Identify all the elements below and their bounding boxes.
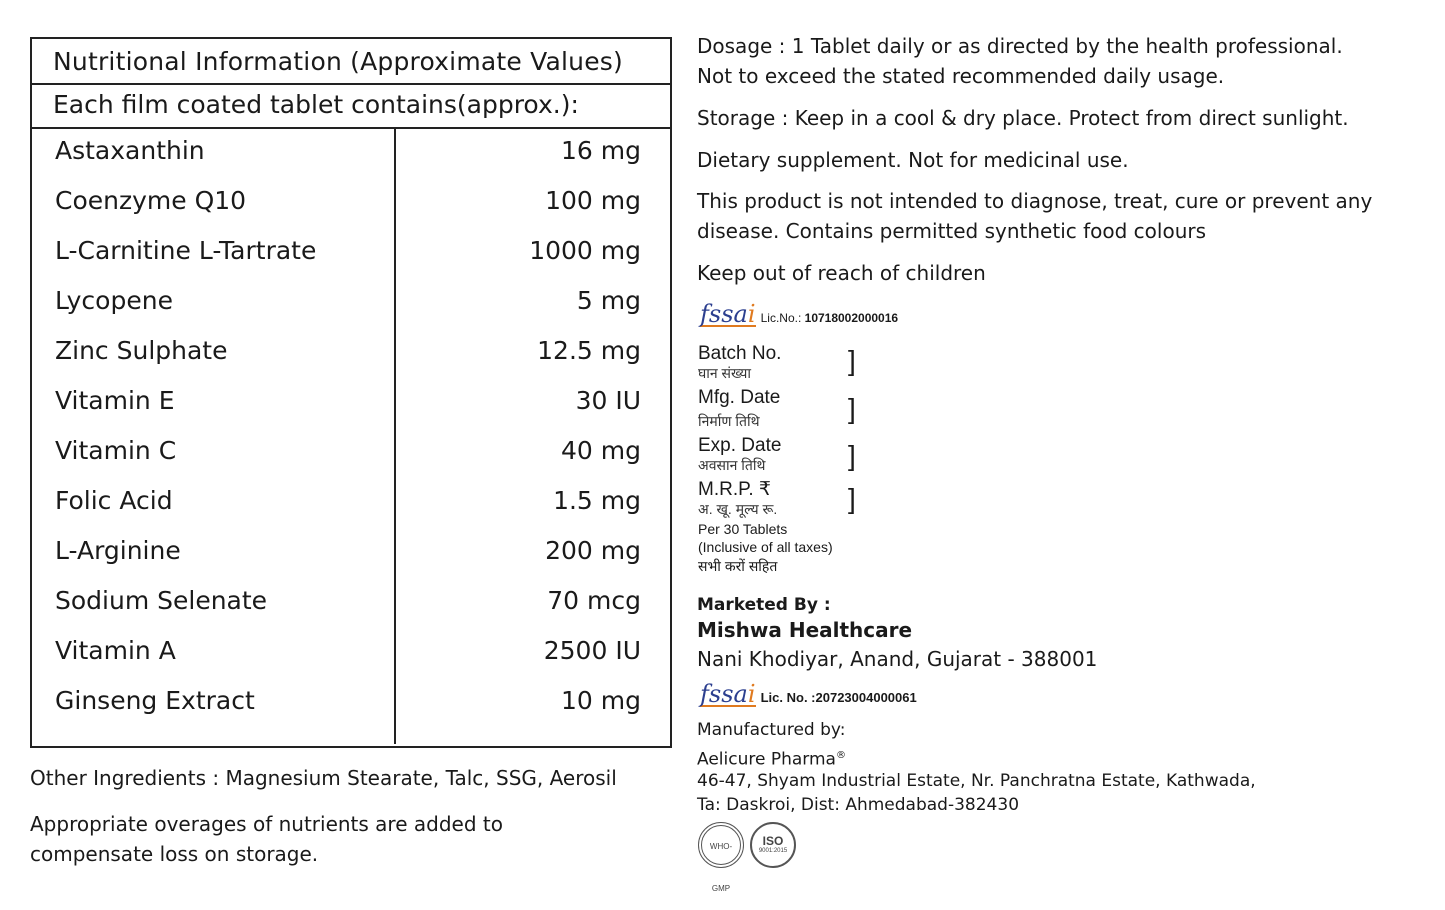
nutrient-name: Folic Acid: [55, 486, 173, 515]
nutrient-name: L-Arginine: [55, 536, 181, 565]
marketer-address: Nani Khodiyar, Anand, Gujarat - 388001: [697, 647, 1098, 671]
nutrient-name: Coenzyme Q10: [55, 186, 247, 215]
nutrient-row: [32, 581, 670, 631]
mrp-label: M.R.P. ₹ अ. खू. मूल्य रू.: [698, 479, 778, 517]
nutrient-value: 12.5 mg: [537, 336, 641, 365]
nutrition-subtitle: Each film coated tablet contains(approx.):: [32, 85, 670, 129]
nutrient-row: [32, 181, 670, 231]
nutrient-row: [32, 281, 670, 331]
nutrient-row: [32, 431, 670, 481]
nutrient-name: Sodium Selenate: [55, 586, 268, 615]
nutrient-value: 5 mg: [576, 286, 641, 315]
nutrient-row: [32, 381, 670, 431]
nutrient-name: Vitamin C: [55, 436, 177, 465]
per-tablets: Per 30 Tablets: [698, 521, 788, 537]
disclaimer-line1: This product is not intended to diagnose, treat, cure or prevent any: [697, 189, 1373, 213]
nutrient-name: L-Carnitine L-Tartrate: [55, 236, 317, 265]
nutrient-row: [32, 531, 670, 581]
iso-certified-badge-icon: ISO 9001:2015: [750, 822, 796, 868]
dosage-line2: Not to exceed the stated recommended daily usage.: [697, 64, 1225, 88]
mrp-bracket: ]: [848, 483, 856, 514]
mfg-label: Mfg. Date निर्माण तिथि: [698, 387, 781, 429]
nutrient-value: 10 mg: [561, 686, 641, 715]
dietary-text: Dietary supplement. Not for medicinal use.: [697, 148, 1129, 172]
nutrient-name: Ginseng Extract: [55, 686, 255, 715]
exp-bracket: ]: [848, 440, 856, 471]
fssai-logo-icon: fssai: [700, 300, 756, 328]
mfg-bracket: ]: [848, 393, 856, 424]
nutrient-value: 100 mg: [545, 186, 641, 215]
inclusive-taxes: (Inclusive of all taxes): [698, 539, 833, 555]
nutrient-value: 1.5 mg: [553, 486, 641, 515]
nutrient-value: 16 mg: [561, 136, 641, 165]
marketer-name: Mishwa Healthcare: [697, 618, 913, 642]
overages-line1: Appropriate overages of nutrients are added to: [30, 812, 503, 836]
overages-line2: compensate loss on storage.: [30, 842, 319, 866]
nutrient-row: [32, 231, 670, 281]
other-ingredients: Other Ingredients : Magnesium Stearate, Talc, SSG, Aerosil: [30, 766, 617, 790]
nutrient-name: Lycopene: [55, 286, 173, 315]
nutrient-row: [32, 631, 670, 681]
exp-label: Exp. Date अवसान तिथि: [698, 435, 782, 473]
who-gmp-badge-icon: WHO-GMP: [698, 822, 744, 868]
nutrition-title: Nutritional Information (Approximate Values): [32, 39, 670, 85]
manufacturer-address2: Ta: Daskroi, Dist: Ahmedabad-382430: [697, 795, 1020, 815]
dosage-line1: Dosage : 1 Tablet daily or as directed by the health professional.: [697, 34, 1343, 58]
nutrient-row: [32, 481, 670, 531]
fssai-license-1: fssai Lic.No.: 10718002000016: [700, 300, 899, 328]
nutrient-row: [32, 681, 670, 731]
manufacturer-address1: 46-47, Shyam Industrial Estate, Nr. Panchratna Estate, Kathwada,: [697, 771, 1256, 791]
nutrient-row: [32, 131, 670, 181]
nutrition-table: [30, 37, 672, 748]
manufacturer-name: Aelicure Pharma®: [697, 749, 846, 770]
nutrient-value: 200 mg: [545, 536, 641, 565]
batch-label: Batch No. घान संख्या: [698, 343, 782, 381]
nutrient-value: 2500 IU: [543, 636, 641, 665]
fssai-license-2: fssai Lic. No. :20723004000061: [700, 680, 917, 708]
nutrient-name: Astaxanthin: [55, 136, 205, 165]
batch-bracket: ]: [848, 345, 856, 376]
nutrient-value: 1000 mg: [529, 236, 641, 265]
children-warning: Keep out of reach of children: [697, 261, 986, 285]
disclaimer-line2: disease. Contains permitted synthetic food colours: [697, 219, 1207, 243]
nutrient-name: Vitamin E: [55, 386, 175, 415]
nutrient-value: 40 mg: [561, 436, 641, 465]
marketed-by-label: Marketed By :: [697, 595, 831, 615]
nutrient-row: [32, 331, 670, 381]
nutrient-value: 70 mcg: [547, 586, 641, 615]
nutrient-name: Zinc Sulphate: [55, 336, 228, 365]
fssai-logo-icon: fssai: [700, 680, 756, 708]
nutrient-value: 30 IU: [575, 386, 641, 415]
manufactured-by-label: Manufactured by:: [697, 720, 846, 740]
storage-text: Storage : Keep in a cool & dry place. Protect from direct sunlight.: [697, 106, 1349, 130]
inclusive-taxes-hindi: सभी करों सहित: [698, 558, 778, 574]
nutrient-name: Vitamin A: [55, 636, 176, 665]
nutrition-body: [32, 129, 670, 744]
